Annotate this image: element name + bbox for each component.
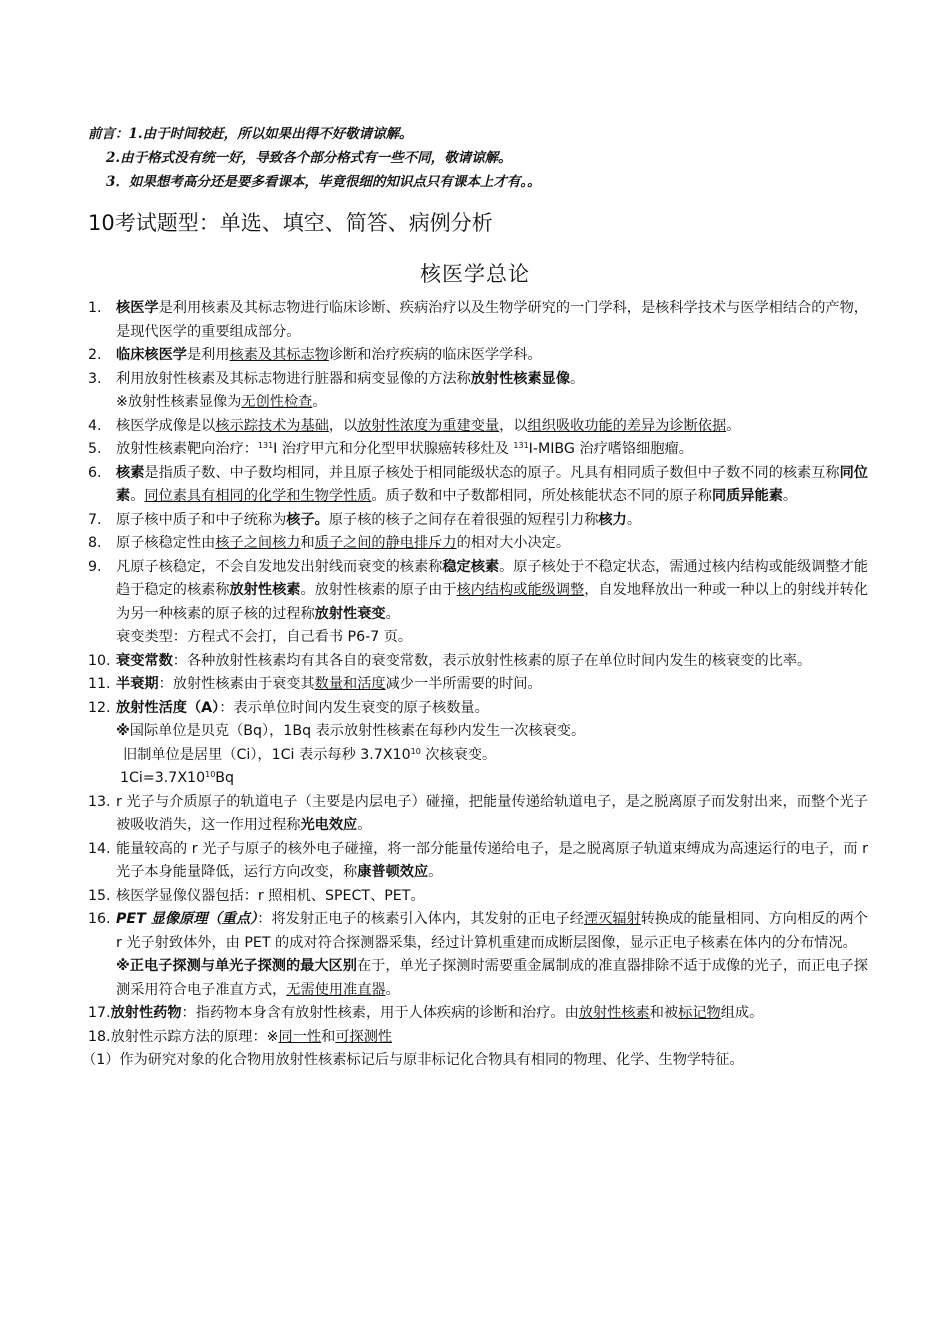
item-number: 4. [88, 417, 102, 434]
list-item [88, 415, 868, 439]
note-text: 。 [385, 981, 400, 998]
key-phrase: 组织吸收功能的差异为诊断依据 [527, 417, 727, 434]
item-text: 。 [130, 488, 145, 504]
item-number: 15. [88, 887, 111, 904]
key-phrase: 湮灭辐射 [583, 911, 641, 927]
superscript: 131 [257, 441, 274, 450]
item-text: 利用放射性核素及其标志物进行脏器和病变显像的方法称 [116, 370, 471, 387]
item-text: 是指质子数、中子数均相同，并且原子核处于相同能级状态的原子。凡具有相同质子数但中子数不同的核素互称 [144, 464, 840, 481]
item-text: ：放射性核素由于衰变其 [158, 676, 315, 692]
item-text: 凡原子核稳定，不会自发地发出射线而衰变的核素称 [116, 558, 443, 575]
term: 衰变常数 [116, 652, 173, 669]
item-text: 减少一半所需要的时间。 [385, 676, 542, 692]
item-text: 放射性核素靶向治疗： [116, 441, 258, 457]
superscript: 131 [513, 441, 529, 450]
item-text: 。 [357, 817, 372, 833]
item-number: 3. [88, 370, 102, 387]
preface-line-1: 前言：1.由于时间较赶，所以如果出得不好敬请谅解。 [88, 126, 413, 142]
item-text: 诊断和治疗疾病的临床医学学科。 [328, 347, 542, 363]
list-item [82, 1049, 868, 1073]
term: 同位素 [116, 464, 868, 504]
term: 半衰期 [116, 676, 159, 692]
item-number: 12. [88, 699, 111, 716]
note-text: 在于，单光子探测时需要重金属制成的准直器排除不适于成像的光子，而正电子探测采用符合电子准直方式， [116, 958, 868, 998]
note [88, 391, 868, 415]
item-text: 和被 [649, 1005, 679, 1021]
term: 核医学 [116, 300, 159, 316]
preface-line-3: 3．如果想考高分还是要多看课本，毕竟很细的知识点只有课本上才有。。 [106, 174, 541, 190]
note-text: 1Ci=3.7X10 [120, 770, 206, 786]
list-item [88, 791, 868, 838]
item-number: 9. [88, 558, 102, 575]
note-text: 国际单位是贝克（Bq），1Bq 表示放射性核素在每秒内发生一次核衰变。 [129, 723, 586, 739]
item-number: 2. [88, 347, 102, 363]
item-text: 原子核中质子和中子统称为 [116, 511, 287, 528]
item-number: 13. [88, 793, 111, 810]
term: 放射性活度（A） [116, 699, 220, 716]
item-number: 11. [88, 676, 111, 692]
preface-line-2: 2.由于格式没有统一好，导致各个部分格式有一些不同，敬请谅解。 [106, 150, 512, 166]
item-text: 。 [428, 864, 443, 880]
note-text: 衰变类型：方程式不会打，自己看书 P6-7 页。 [116, 629, 413, 645]
item-number: 8. [88, 535, 102, 551]
item-text: 。 [726, 417, 741, 434]
item-number: 18. [88, 1028, 111, 1045]
item-text: 转换成的能量相同、方向相反的两个 r 光子射致体外，由 PET 的成对符合探测器采集，经过计算机重建而成断层图像，显示正电子核素在体内的分布情况。 [116, 911, 868, 951]
list-item [88, 368, 868, 392]
key-phrase: 无创性检查 [241, 394, 313, 410]
note [88, 744, 868, 768]
term: PET 显像原理（重点） [116, 911, 258, 927]
item-text: ：表示单位时间内发生衰变的原子核数量。 [219, 699, 489, 716]
term: 临床核医学 [116, 347, 187, 363]
item-number: 5. [88, 441, 102, 457]
list-item [88, 1026, 868, 1050]
item-text: 。 [782, 488, 798, 504]
key-phrase: 同一性 [278, 1028, 322, 1045]
term: 放射性核素 [229, 582, 301, 598]
item-text: ：各种放射性核素均有其各自的衰变常数，表示放射性核素的原子在单位时间内发生的核衰变的比率。 [172, 652, 812, 669]
term: 核子。 [286, 511, 329, 528]
item-text: 原子核稳定性由 [116, 535, 216, 551]
item-text: 能量较高的 r 光子与原子的核外电子碰撞，将一部分能量传递给电子，是之脱离原子轨道束缚成为高速运行的电子，而 r 光子本身能量降低，运行方向改变，称 [116, 840, 868, 880]
item-text: r 光子与介质原子的轨道电子（主要是内层电子）碰撞，把能量传递给轨道电子，是之脱离原子而发射出来，而整个光子被吸收消失，这一作用过程称 [116, 793, 868, 833]
key-phrase: 核子之间核力 [215, 535, 301, 551]
item-text: I-MIBG 治疗嗜铬细胞瘤。 [528, 441, 693, 457]
superscript: 10 [410, 746, 421, 756]
item-text: 。 [385, 605, 400, 622]
term: 放射性核素显像 [470, 370, 571, 387]
key-phrase: 可探测性 [335, 1028, 393, 1045]
item-text: 组成。 [720, 1005, 764, 1021]
document-body [82, 297, 869, 1073]
key-phrase: 标记物 [678, 1005, 721, 1021]
key-phrase: 数量和活度 [314, 676, 386, 692]
note-text: 旧制单位是居里（Ci），1Ci 表示每秒 3.7X10 [123, 746, 411, 763]
term: 同质异能素 [711, 488, 783, 504]
item-number: 17. [88, 1005, 111, 1021]
note-text: ※放射性核素显像为 [116, 394, 242, 410]
preface [88, 122, 888, 194]
item-text: 是利用核素及其标志物进行临床诊断、疾病治疗以及生物学研究的一门学科，是核科学技术与医学相结合的产物，是现代医学的重要组成部分。 [116, 300, 868, 340]
list-item [88, 885, 868, 909]
list-item [88, 438, 868, 462]
item-text: 放射性示踪方法的原理：※ [110, 1028, 279, 1045]
list-item [88, 344, 868, 368]
term: 康普顿效应 [357, 864, 429, 880]
key-phrase: 放射性浓度为重建变量 [357, 417, 500, 434]
item-text: 。质子数和中子数都相同，所处核能状态不同的原子称 [371, 488, 712, 504]
note [88, 767, 868, 791]
exam-types-heading: 10考试题型：单选、填空、简答、病例分析 [88, 211, 493, 235]
item-text: 。放射性核素的原子由于 [300, 582, 457, 598]
item-number: 16. [88, 911, 111, 927]
item-text: 是利用 [186, 347, 230, 363]
list-item [88, 532, 868, 556]
item-text: 核医学显像仪器包括：r 照相机、SPECT、PET。 [116, 887, 425, 904]
note-mark: ※ [116, 723, 130, 739]
note-text: 。 [312, 394, 327, 410]
key-phrase: 同位素具有相同的化学和生物学性质 [144, 488, 372, 504]
key-phrase: 核内结构或能级调整 [456, 582, 585, 598]
item-number: 7. [88, 511, 102, 528]
item-text: ，自发地释放出一种或一种以上的射线并转化为另一种核素的原子核的过程称 [116, 582, 869, 622]
superscript: 10 [205, 770, 216, 779]
note-text: Bq [215, 770, 235, 786]
item-text: 的相对大小决定。 [456, 535, 571, 551]
term: 光电效应 [300, 817, 358, 833]
section-title: 核医学总论 [420, 262, 530, 286]
item-text: ：指药物本身含有放射性核素，用于人体疾病的诊断和治疗。由 [181, 1005, 579, 1021]
item-text: 。 [570, 370, 585, 387]
list-item [88, 1002, 868, 1026]
key-phrase: 无需使用准直器 [286, 981, 386, 998]
item-number: 10. [88, 652, 111, 669]
item-number: 14. [88, 840, 111, 857]
key-phrase: 核素及其标志物 [229, 347, 329, 363]
item-text: 。 [626, 511, 642, 528]
term: 核素 [116, 464, 145, 481]
list-item [88, 462, 868, 509]
term: 核力 [598, 511, 627, 528]
item-text: 和 [321, 1028, 336, 1045]
list-item [88, 556, 868, 627]
item-number: 1. [88, 300, 102, 316]
list-item [88, 509, 868, 533]
note [88, 720, 868, 744]
item-text: 。原子核处于不稳定状态，需通过核内结构或能级调整才能趋于稳定的核素称 [116, 558, 868, 598]
key-phrase: 放射性核素 [578, 1005, 650, 1021]
note [88, 626, 868, 650]
list-item [88, 838, 868, 885]
item-text: I 治疗甲亢和分化型甲状腺癌转移灶及 [273, 441, 514, 457]
note [88, 955, 868, 1002]
item-text: （1）作为研究对象的化合物用放射性核素标记后与原非标记化合物具有相同的物理、化学、生物学特征。 [82, 1052, 744, 1068]
term: 稳定核素 [442, 558, 500, 575]
list-item [88, 297, 868, 344]
item-text: ，以 [328, 417, 358, 434]
item-text: ：将发射正电子的核素引入体内，其发射的正电子经 [257, 911, 584, 927]
item-text: ，以 [499, 417, 528, 434]
term: ※正电子探测与单光子探测的最大区别 [116, 958, 357, 974]
list-item [88, 908, 868, 955]
item-number: 6. [88, 464, 102, 481]
key-phrase: 质子之间的静电排斥力 [314, 535, 457, 551]
item-text: 核医学成像是以 [116, 417, 216, 434]
list-item [88, 697, 868, 721]
list-item [88, 650, 868, 674]
key-phrase: 核示踪技术为基础 [215, 417, 329, 434]
term: 放射性衰变 [314, 605, 386, 622]
list-item [88, 673, 868, 697]
item-text: 和 [300, 535, 315, 551]
term: 放射性药物 [110, 1005, 182, 1021]
note-text: 次核衰变。 [420, 746, 497, 763]
item-text: 原子核的核子之间存在着很强的短程引力称 [328, 511, 599, 528]
